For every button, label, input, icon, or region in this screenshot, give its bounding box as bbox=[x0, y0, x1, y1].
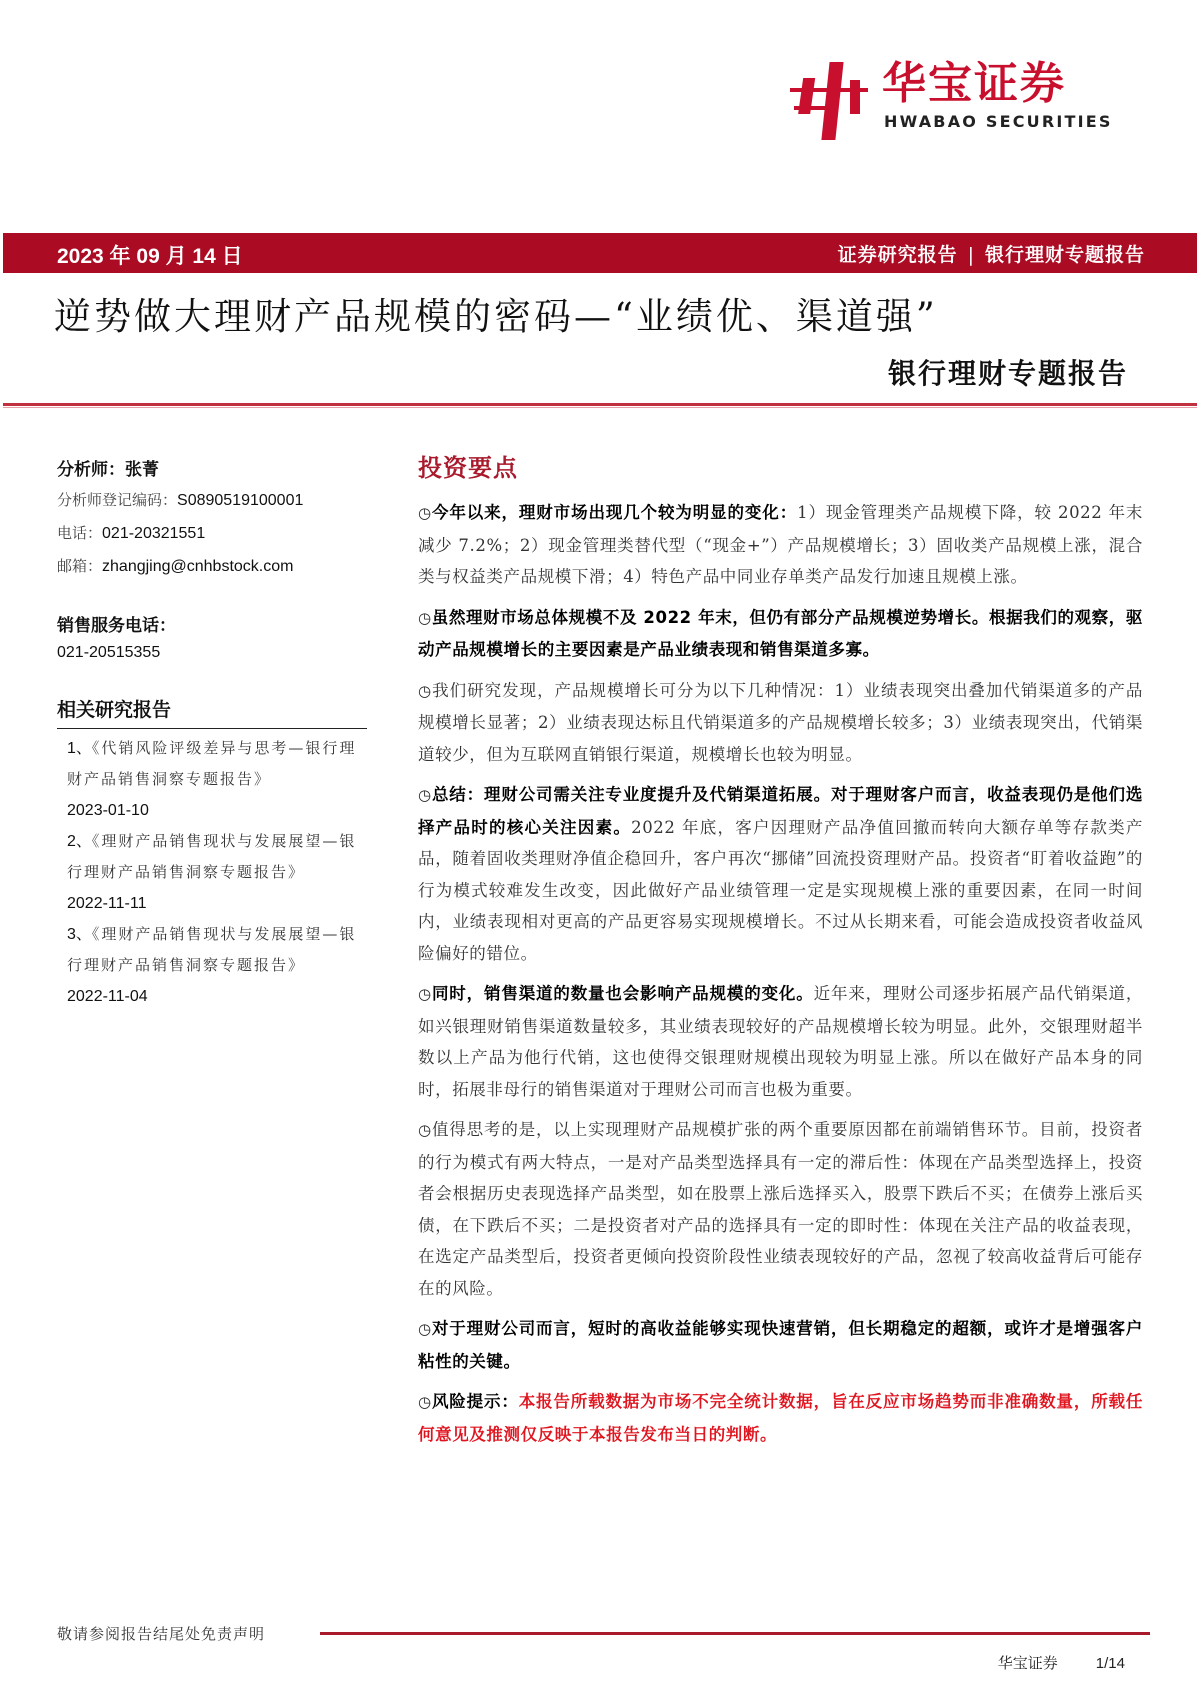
related-report-item[interactable] bbox=[57, 919, 367, 1012]
related-report-date: 2022-11-11 bbox=[67, 895, 147, 912]
logo-name-en: HWABAO SECURITIES bbox=[884, 112, 1113, 131]
header-separator: | bbox=[967, 244, 975, 266]
key-point-paragraph bbox=[418, 602, 1143, 666]
key-point-paragraph bbox=[418, 675, 1143, 771]
key-point-bold: 同时，销售渠道的数量也会影响产品规模的变化。 bbox=[431, 984, 814, 1003]
logo-name-cn: 华宝证券 bbox=[882, 58, 1066, 109]
page-title: 逆势做大理财产品规模的密码—“业绩优、渠道强” bbox=[54, 295, 938, 338]
key-point-bold: 虽然理财市场总体规模不及 2022 年末，但仍有部分产品规模逆势增长。根据我们的观察，驱动产品规模增长的主要因素是产品业绩表现和销售渠道多寡。 bbox=[418, 607, 1143, 659]
page-number: 1/14 bbox=[1095, 1655, 1125, 1672]
key-point-text: 值得思考的是，以上实现理财产品规模扩张的两个重要原因都在前端销售环节。目前，投资者的行为模式有两大特点，一是对产品类型选择具有一定的滞后性：体现在产品类型选择上，投资者会根据历史表现选择产品类型，如在股票上涨后选择买入，股票下跌后不买；在债券上涨后买债，在下跌后不买；二是投资者对产品的选择具有一定的即时性：体现在关注产品的收益表现，在选定产品类型后，投资者更倾向投资阶段性业绩表现较好的产品，忽视了较高收益背后可能存在的风险。 bbox=[418, 1120, 1143, 1298]
title-divider-shadow bbox=[3, 407, 1197, 408]
related-report-date: 2023-01-10 bbox=[67, 802, 149, 819]
clock-icon: ◷ bbox=[418, 504, 432, 522]
related-report-number: 2、 bbox=[67, 833, 92, 850]
footer-divider bbox=[320, 1632, 1150, 1635]
key-point-bold: 今年以来，理财市场出现几个较为明显的变化： bbox=[431, 503, 798, 522]
analyst-name: 分析师：张菁 bbox=[57, 460, 159, 480]
key-point-paragraph bbox=[418, 497, 1143, 593]
key-point-paragraph bbox=[418, 1313, 1143, 1377]
hwabao-logo-icon bbox=[790, 58, 868, 140]
related-report-title: 《理财产品销售现状与发展展望—银行理财产品销售洞察专题报告》 bbox=[67, 832, 357, 881]
key-point-paragraph bbox=[418, 1114, 1143, 1304]
risk-warning bbox=[418, 1386, 1143, 1450]
key-points-heading: 投资要点 bbox=[418, 454, 518, 482]
related-report-date: 2022-11-04 bbox=[67, 988, 148, 1005]
report-category: 证券研究报告 bbox=[837, 244, 958, 266]
related-report-title: 《理财产品销售现状与发展展望—银行理财产品销售洞察专题报告》 bbox=[67, 925, 357, 974]
related-reports-heading: 相关研究报告 bbox=[57, 695, 367, 729]
email-label: 邮箱： bbox=[57, 557, 103, 575]
key-point-bold: 对于理财公司而言，短时的高收益能够实现快速营销，但长期稳定的超额，或许才是增强客户粘性的关键。 bbox=[418, 1319, 1143, 1371]
analyst-phone bbox=[57, 517, 367, 550]
report-date: 2023 年 09 月 14 日 bbox=[57, 245, 243, 268]
related-report-number: 3、 bbox=[67, 926, 92, 943]
reg-code-label: 分析师登记编码： bbox=[57, 491, 178, 509]
page-subtitle: 银行理财专题报告 bbox=[887, 357, 1128, 390]
risk-label: 风险提示： bbox=[431, 1392, 519, 1411]
risk-text: 本报告所载数据为市场不完全统计数据，旨在反应市场趋势而非准确数量，所载任何意见及推测仅反映于本报告发布当日的判断。 bbox=[418, 1392, 1143, 1444]
sidebar bbox=[57, 455, 367, 1012]
clock-icon: ◷ bbox=[418, 681, 432, 700]
related-report-number: 1、 bbox=[67, 740, 92, 757]
footer-company: 华宝证券 bbox=[997, 1654, 1058, 1672]
related-report-item[interactable] bbox=[57, 733, 367, 826]
report-type: 银行理财专题报告 bbox=[984, 244, 1145, 266]
key-point-bold: 总结：理财公司需关注专业度提升及代销渠道拓展。对于理财客户而言，收益表现仍是他们选择产品时的核心关注因素。 bbox=[418, 785, 1143, 837]
key-point-paragraph bbox=[418, 978, 1143, 1105]
sales-phone bbox=[57, 636, 367, 669]
footer-disclaimer: 敬请参阅报告结尾处免责声明 bbox=[57, 1625, 266, 1643]
sales-phone-label: 销售服务电话： bbox=[57, 616, 176, 636]
clock-icon: ◷ bbox=[418, 985, 432, 1003]
reg-code-value: S0890519100001 bbox=[177, 492, 304, 509]
email-link[interactable]: zhangjing@cnhbstock.com bbox=[102, 558, 294, 575]
clock-icon: ◷ bbox=[418, 608, 432, 627]
report-category-group bbox=[838, 240, 1145, 267]
clock-icon: ◷ bbox=[418, 1393, 432, 1411]
analyst-reg-code bbox=[57, 484, 367, 517]
key-point-text: 我们研究发现，产品规模增长可分为以下几种情况：1）业绩表现突出叠加代销渠道多的产品规模增长显著；2）业绩表现达标且代销渠道多的产品规模增长较多；3）业绩表现突出，代销渠道较少，但为互联网直销银行渠道，规模增长也较为明显。 bbox=[418, 680, 1143, 764]
key-point-text: 近年来，理财公司逐步拓展产品代销渠道，如兴银理财销售渠道数量较多，其业绩表现较好的产品规模增长较为明显。此外，交银理财超半数以上产品为他行代销，这也使得交银理财规模出现较为明显上涨。所以在做好产品本身的同时，拓展非母行的销售渠道对于理财公司而言也极为重要。 bbox=[418, 984, 1143, 1099]
key-point-text: 2022 年底，客户因理财产品净值回撤而转向大额存单等存款类产品，随着固收类理财净值企稳回升，客户再次“挪储”回流投资理财产品。投资者“盯着收益跑”的行为模式较难发生改变，因此做好产品业绩管理一定是实现规模上涨的重要因素，在同一时间内，业绩表现相对更高的产品更容易实现规模增长。不过从长期来看，可能会造成投资者收益风险偏好的错位。 bbox=[418, 817, 1144, 963]
clock-icon: ◷ bbox=[418, 1121, 432, 1139]
clock-icon: ◷ bbox=[418, 1320, 432, 1338]
sales-phone-value: 021-20515355 bbox=[57, 644, 161, 661]
phone-label: 电话： bbox=[57, 524, 103, 542]
phone-value: 021-20321551 bbox=[102, 525, 206, 542]
company-logo bbox=[790, 58, 1130, 140]
analyst-email bbox=[57, 550, 367, 583]
key-point-text: 1）现金管理类产品规模下降，较 2022 年末减少 7.2%；2）现金管理类替代型（“现金+”）产品规模增长；3）固收类产品规模上涨，混合类与权益类产品规模下滑；4）特色产品中同业存单类产品发行加速且规模上涨。 bbox=[418, 503, 1143, 586]
title-divider bbox=[3, 403, 1197, 406]
footer-right bbox=[998, 1652, 1125, 1673]
header-bar bbox=[3, 233, 1197, 273]
clock-icon: ◷ bbox=[418, 786, 432, 804]
related-report-item[interactable] bbox=[57, 826, 367, 919]
key-point-paragraph bbox=[418, 779, 1143, 969]
key-points-section bbox=[418, 448, 1143, 1459]
related-report-title: 《代销风险评级差异与思考—银行理财产品销售洞察专题报告》 bbox=[67, 739, 357, 788]
